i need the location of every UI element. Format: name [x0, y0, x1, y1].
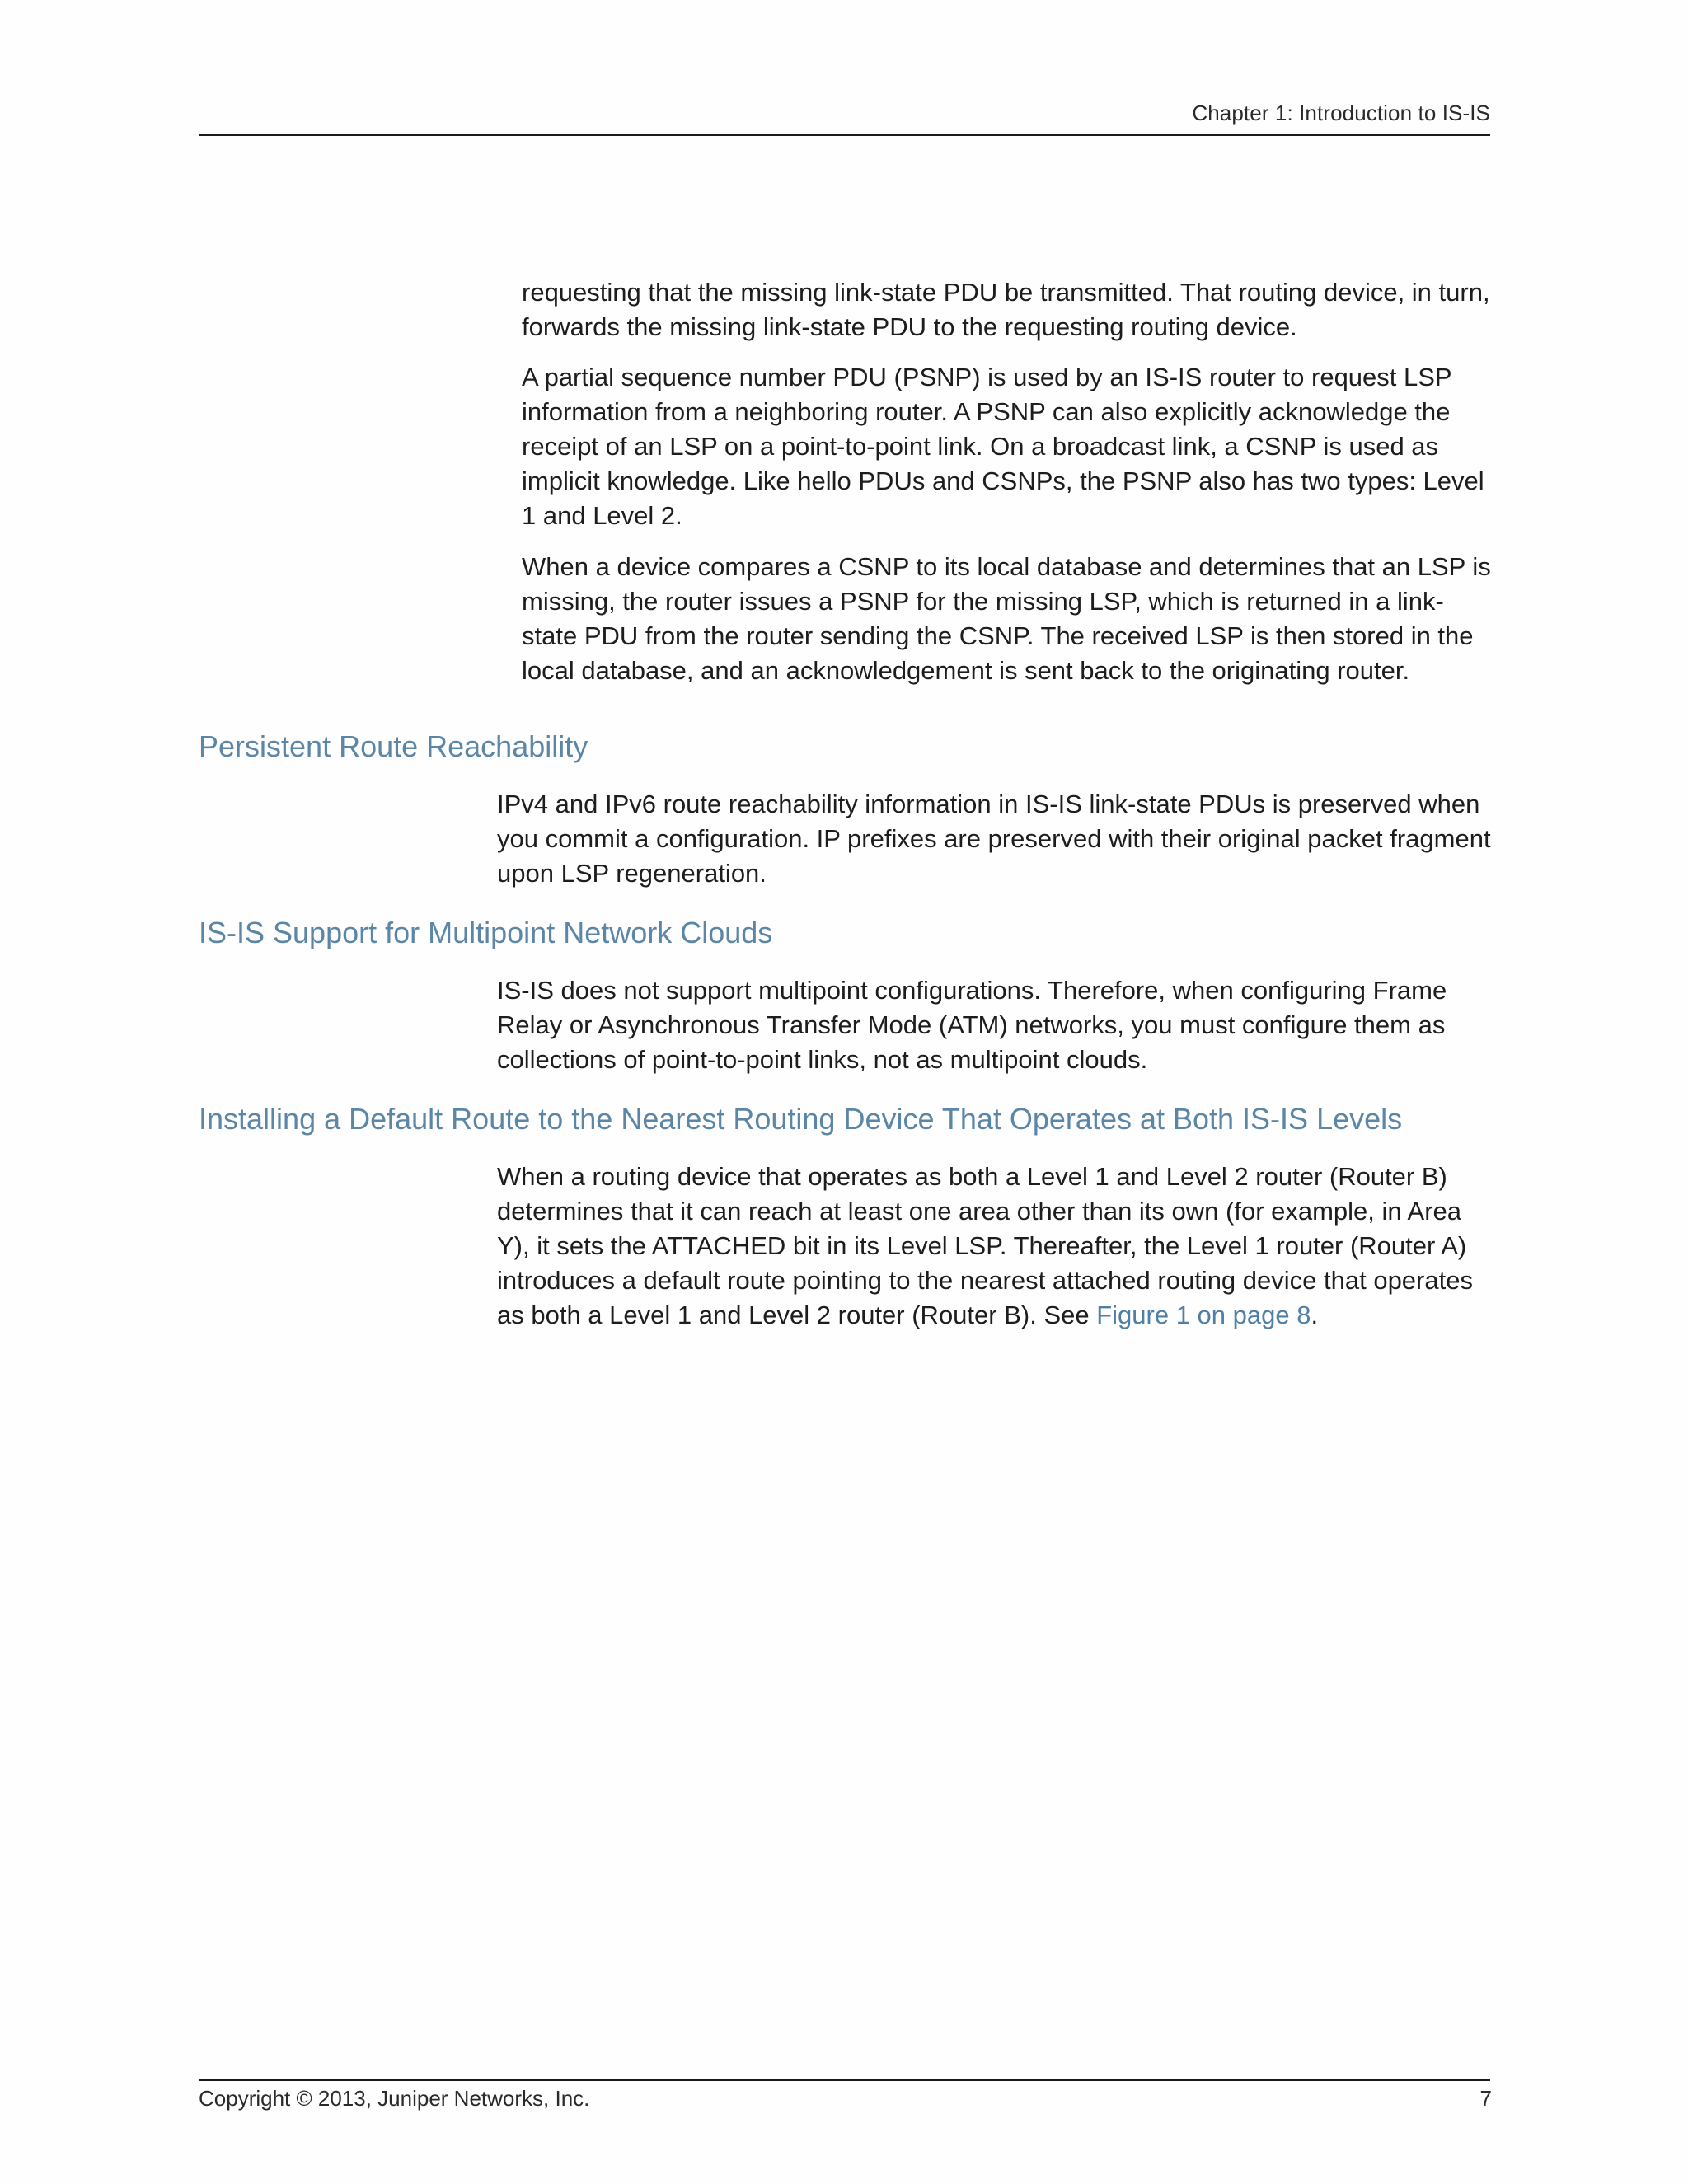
- section-heading-multipoint: IS-IS Support for Multipoint Network Clouds: [199, 916, 773, 949]
- section-heading-default-route: Installing a Default Route to the Nearest Routing Device That Operates at Both IS-IS Levels: [199, 1102, 1403, 1136]
- running-header: Chapter 1: Introduction to IS-IS: [1192, 101, 1490, 125]
- page-number: 7: [1479, 2086, 1492, 2111]
- section-text-persistent-route: IPv4 and IPv6 route reachability information in IS-IS link-state PDUs is preserved when you commit a configuration. IP prefixes are preserved with their original packet fragment upon LSP regeneration.: [497, 790, 1491, 888]
- body-paragraph-2: A partial sequence number PDU (PSNP) is used by an IS-IS router to request LSP information from a neighboring router. A PSNP can also explicitly acknowledge the receipt of an LSP on a point-to-point link. On a broadcast link, a CSNP is used as implicit knowledge. Like hello PDUs and CSNPs, the PSNP also has two types: Level 1 and Level 2.: [522, 363, 1484, 530]
- footer-rule: [199, 2079, 1490, 2081]
- figure-1-cross-reference-link[interactable]: Figure 1 on page 8: [1096, 1301, 1311, 1329]
- section-heading-persistent-route: Persistent Route Reachability: [199, 729, 588, 763]
- default-route-text: When a routing device that operates as both a Level 1 and Level 2 router (Router B) determines that it can reach at least one area other than its own (for example, in Area Y), it sets the ATTACHED bit in its Level LSP. Thereafter, the Level 1 router (Router A) introduces a default route pointing to the nearest attached routing device that operates as both a Level 1 and Level 2 router (Router B). See: [497, 1162, 1473, 1329]
- header-rule: [199, 134, 1490, 136]
- section-text-multipoint: IS-IS does not support multipoint configurations. Therefore, when configuring Frame Relay or Asynchronous Transfer Mode (ATM) networks, you must configure them as collections of point-to-point links, not as multipoint clouds.: [497, 976, 1447, 1074]
- default-route-text-end: .: [1311, 1301, 1319, 1329]
- section-text-default-route: [497, 1160, 1493, 1333]
- body-paragraph-1: requesting that the missing link-state PDU be transmitted. That routing device, in turn, forwards the missing link-state PDU to the requesting routing device.: [522, 278, 1490, 341]
- body-paragraph-3: When a device compares a CSNP to its local database and determines that an LSP is missing, the router issues a PSNP for the missing LSP, which is returned in a link-state PDU from the router sending the CSNP. The received LSP is then stored in the local database, and an acknowledgement is sent back to the originating router.: [522, 552, 1491, 685]
- copyright-notice: Copyright © 2013, Juniper Networks, Inc.: [199, 2086, 590, 2111]
